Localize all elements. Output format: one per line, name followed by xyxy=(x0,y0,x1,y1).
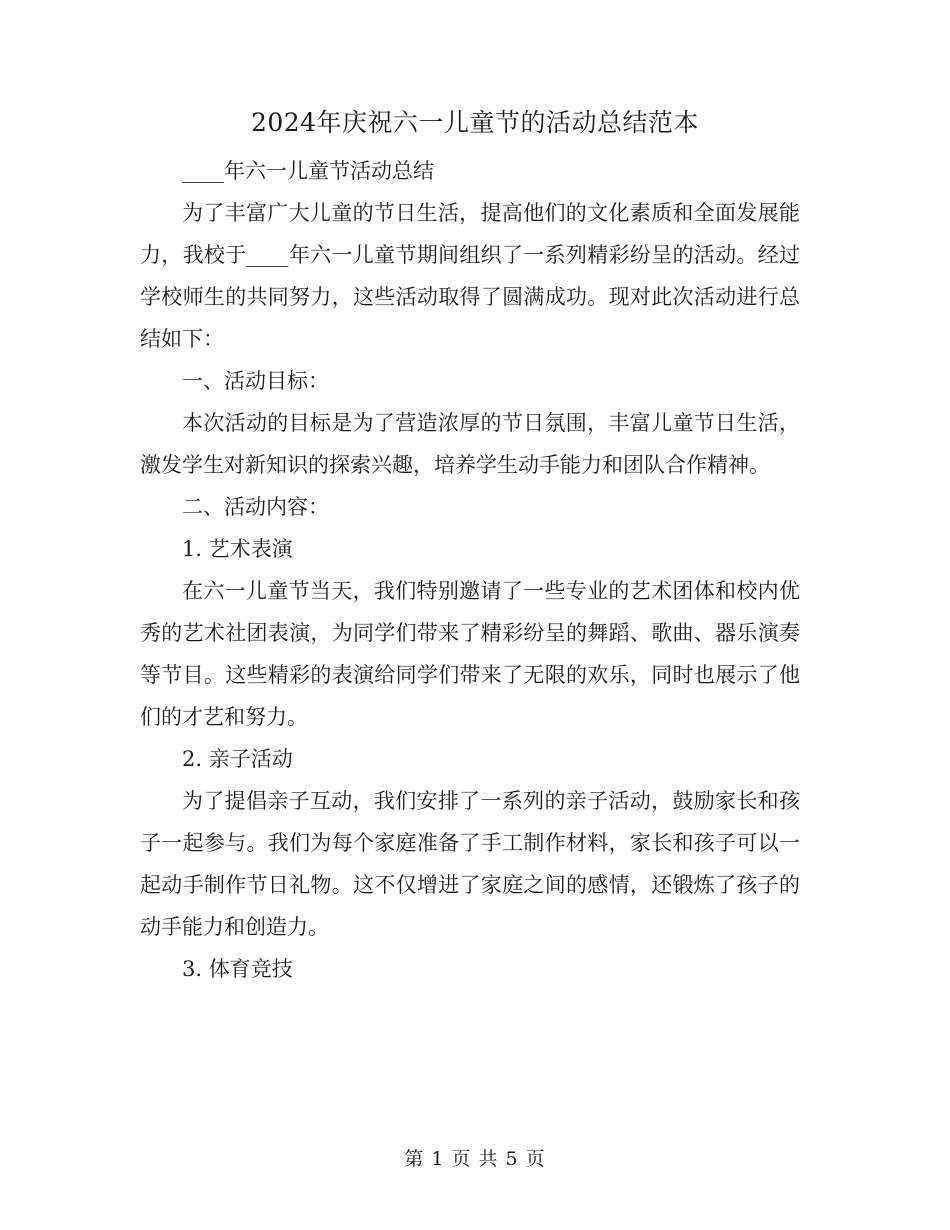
heading-parent-child: 2. 亲子活动 xyxy=(182,747,293,771)
document-title: 2024年庆祝六一儿童节的活动总结范本 xyxy=(250,108,700,137)
paragraph-subtitle: ____年六一儿童节活动总结 xyxy=(182,159,434,183)
heading-activity-goal: 一、活动目标： xyxy=(182,369,329,393)
heading-art-performance: 1. 艺术表演 xyxy=(182,537,293,561)
paragraph-intro: 为了丰富广大儿童的节日生活，提高他们的文化素质和全面发展能力，我校于____年六一儿童节期间组织了一系列精彩纷呈的活动。经过学校师生的共同努力，这些活动取得了圆满成功。现对此次活动进行总结如下： xyxy=(140,201,800,351)
document-body xyxy=(140,150,800,990)
paragraph-activity-goal: 本次活动的目标是为了营造浓厚的节日氛围，丰富儿童节日生活，激发学生对新知识的探索兴趣，培养学生动手能力和团队合作精神。 xyxy=(140,411,800,477)
paragraph-art-performance: 在六一儿童节当天，我们特别邀请了一些专业的艺术团体和校内优秀的艺术社团表演，为同学们带来了精彩纷呈的舞蹈、歌曲、器乐演奏等节目。这些精彩的表演给同学们带来了无限的欢乐，同时也展示了他们的才艺和努力。 xyxy=(140,579,800,729)
page-indicator: 第 1 页 共 5 页 xyxy=(404,1148,546,1170)
heading-activity-content: 二、活动内容： xyxy=(182,495,329,519)
heading-sports: 3. 体育竞技 xyxy=(182,957,293,981)
paragraph-parent-child: 为了提倡亲子互动，我们安排了一系列的亲子活动，鼓励家长和孩子一起参与。我们为每个家庭准备了手工制作材料，家长和孩子可以一起动手制作节日礼物。这不仅增进了家庭之间的感情，还锻炼了孩子的动手能力和创造力。 xyxy=(140,789,800,939)
